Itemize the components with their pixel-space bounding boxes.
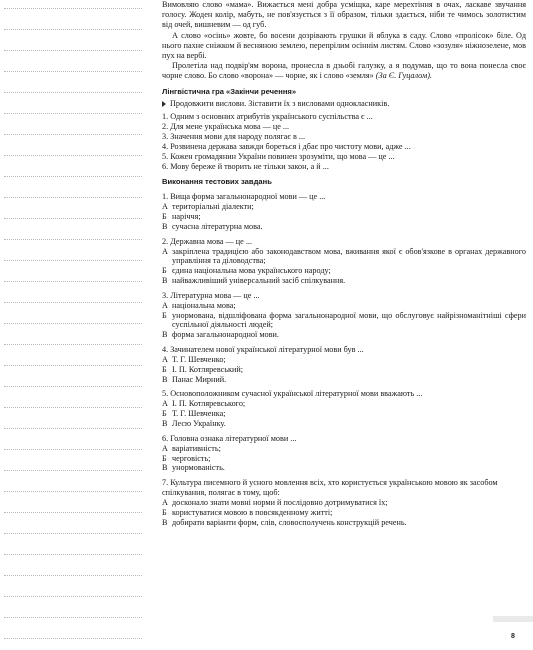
- page-content: [162, 0, 526, 650]
- option-letter: А: [162, 300, 168, 310]
- option-letter: А: [162, 246, 168, 256]
- paragraph-text: Пролетіла над подвір'ям ворона, пронесла в дзьобі галузку, а я подумав, що то вона понесла своє чорне слово. Бо слово «ворона» — чорне, як і слово «земля»: [162, 61, 526, 81]
- notes-margin: [0, 0, 150, 650]
- paragraph: Вимовляю слово «мама». Вижається мені добра усміщка, каре мерехтіння в очах, ласкаве звучання голосу. Жоден колір, мабуть, не пов'язується з її образом, тільки здається, ніби те чимось золотистим від очей, вишневим — од губ.: [162, 0, 526, 30]
- note-line: [4, 113, 142, 114]
- answer-option: [162, 266, 526, 276]
- paragraph: А слово «осінь» жовте, бо восени дозрівають грушки й яблука в саду. Слово «пролісок» біле. Од нього пахне сніжком й весняною землею, перепрілим осіннім листям. Слово «зозуля» ніжнозелене, мов пух на вербі.: [162, 30, 526, 61]
- note-line: [4, 71, 142, 72]
- note-line: [4, 197, 142, 198]
- question-text: 2. Державна мова — це ...: [162, 236, 252, 246]
- instruction: [162, 99, 526, 109]
- note-line: [4, 92, 142, 93]
- sentence-item: 4. Розвинена держава завжди бореться і дбає про чистоту мови, адже ...: [162, 142, 411, 152]
- option-text: найважливіший універсальний засіб спілкування.: [172, 276, 346, 286]
- note-line: [4, 323, 142, 324]
- option-letter: Б: [162, 310, 167, 320]
- answer-option: [162, 222, 526, 232]
- answer-option: [162, 498, 526, 508]
- note-line: [4, 512, 142, 513]
- option-text: національна мова;: [172, 300, 236, 310]
- note-line: [4, 428, 142, 429]
- answer-option: [162, 419, 526, 429]
- note-line: [4, 449, 142, 450]
- option-text: закріплена традицією або законодавством мова, вживання якої є обов'язкове в органах державного управління та діловодства;: [172, 246, 526, 266]
- answer-option: [162, 212, 526, 222]
- answer-option: [162, 508, 526, 518]
- option-letter: В: [162, 374, 168, 384]
- option-text: форма загальнонародної мови.: [172, 330, 279, 340]
- note-line: [4, 638, 142, 639]
- option-text: сучасна літературна мова.: [172, 221, 263, 231]
- option-letter: А: [162, 355, 168, 364]
- paragraph: [162, 61, 526, 81]
- answer-option: [162, 399, 526, 409]
- test-question: [162, 345, 526, 384]
- note-line: [4, 281, 142, 282]
- source-citation: (За Є. Гуцалом).: [375, 71, 432, 81]
- answer-option: [162, 276, 526, 286]
- sentence-list: [162, 112, 526, 172]
- test-question: [162, 237, 526, 286]
- bullet-triangle-icon: [162, 101, 166, 107]
- option-letter: Б: [162, 409, 167, 419]
- tests-title: Виконання тестових завдань: [162, 177, 272, 187]
- test-question: [162, 291, 526, 340]
- reading-passage: [162, 0, 526, 82]
- note-line: [4, 386, 142, 387]
- test-questions: [162, 192, 526, 527]
- note-line: [4, 533, 142, 534]
- option-text: територіальні діалекти;: [172, 202, 254, 212]
- page-number: 8: [493, 622, 533, 650]
- option-text: черговість;: [172, 453, 211, 463]
- answer-option: [162, 518, 526, 528]
- question-text: 4. Зачинателем нової української літературної мови був ...: [162, 345, 364, 354]
- note-line: [4, 239, 142, 240]
- option-text: досконало знати мовні норми й послідовно дотримуватися їх;: [172, 498, 388, 508]
- option-text: унормована, відшліфована форма загальнонародної мови, що обслуговує найрізноманітніші сфери суспільної діяльності людей;: [172, 310, 526, 330]
- option-text: добирати варіанти форм, слів, словосполучень конструкцій речень.: [172, 517, 407, 527]
- option-letter: Б: [162, 212, 167, 222]
- note-line: [4, 8, 142, 9]
- note-line: [4, 470, 142, 471]
- answer-option: [162, 311, 526, 331]
- option-letter: В: [162, 463, 168, 473]
- note-line: [4, 491, 142, 492]
- option-letter: В: [162, 221, 168, 231]
- test-question: [162, 478, 526, 527]
- answer-option: [162, 355, 526, 365]
- answer-option: [162, 247, 526, 267]
- option-text: користуватися мовою в повсякденному житті;: [172, 507, 333, 517]
- note-line: [4, 29, 142, 30]
- option-text: І. П. Котляревського;: [172, 399, 246, 409]
- sentence-item: 6. Мову береже й творить не тільки закон, а й ...: [162, 162, 329, 172]
- note-line: [4, 176, 142, 177]
- note-line: [4, 134, 142, 135]
- question-text: 7. Культура писемного й усного мовлення всіх, хто користується українською мовою як засобом спілкування, полягає в тому, щоб:: [162, 478, 498, 498]
- option-text: І. П. Котляревський;: [172, 364, 244, 374]
- answer-option: [162, 454, 526, 464]
- note-line: [4, 344, 142, 345]
- sentence-item: 5. Кожен громадянин України повинен зрозуміти, що мова — це ...: [162, 152, 395, 162]
- test-question: [162, 389, 526, 428]
- question-text: 5. Основоположником сучасної української літературної мови вважають ...: [162, 389, 423, 399]
- answer-option: [162, 202, 526, 212]
- option-letter: Б: [162, 364, 167, 374]
- answer-option: [162, 330, 526, 340]
- sentence-item: 3. Значення мови для народу полягає в ...: [162, 132, 306, 142]
- answer-option: [162, 365, 526, 375]
- sentence-item: 1. Одним з основних атрибутів українського суспільства є ...: [162, 112, 373, 122]
- note-line: [4, 260, 142, 261]
- option-text: Лесю Українку.: [172, 418, 226, 428]
- question-text: 3. Літературна мова — це ...: [162, 290, 260, 300]
- option-letter: А: [162, 498, 168, 508]
- instruction-text: Продовжити вислови. Зіставити їх з висловами однокласників.: [170, 98, 390, 108]
- option-text: наріччя;: [172, 212, 201, 222]
- option-letter: Б: [162, 507, 167, 517]
- option-letter: Б: [162, 453, 167, 463]
- option-letter: В: [162, 276, 168, 286]
- option-letter: В: [162, 330, 168, 340]
- note-line: [4, 596, 142, 597]
- test-question: [162, 434, 526, 473]
- note-line: [4, 50, 142, 51]
- option-text: Т. Г. Шевченка;: [172, 409, 226, 419]
- note-line: [4, 302, 142, 303]
- note-line: [4, 554, 142, 555]
- note-line: [4, 575, 142, 576]
- option-letter: А: [162, 399, 168, 409]
- option-text: унормованість.: [172, 463, 225, 473]
- option-text: єдина національна мова українського народу;: [172, 266, 331, 276]
- question-text: 1. Вища форма загальнонародної мови — це ...: [162, 192, 326, 202]
- note-line: [4, 617, 142, 618]
- option-letter: В: [162, 517, 168, 527]
- option-text: Т. Г. Шевченко;: [172, 355, 226, 364]
- note-line: [4, 155, 142, 156]
- answer-option: [162, 375, 526, 385]
- question-text: 6. Головна ознака літературної мови ...: [162, 433, 297, 443]
- option-letter: А: [162, 202, 168, 212]
- option-letter: В: [162, 418, 168, 428]
- option-text: варіативність;: [172, 443, 221, 453]
- answer-option: [162, 301, 526, 311]
- option-letter: А: [162, 443, 168, 453]
- note-line: [4, 407, 142, 408]
- sentence-item: 2. Для мене українська мова — це ...: [162, 122, 290, 132]
- game-title: Лінгвістична гра «Закінчи речення»: [162, 86, 297, 96]
- answer-option: [162, 409, 526, 419]
- option-letter: Б: [162, 266, 167, 276]
- note-line: [4, 218, 142, 219]
- note-line: [4, 365, 142, 366]
- test-question: [162, 192, 526, 231]
- answer-option: [162, 444, 526, 454]
- answer-option: [162, 463, 526, 473]
- option-text: Панас Мирний.: [172, 374, 227, 384]
